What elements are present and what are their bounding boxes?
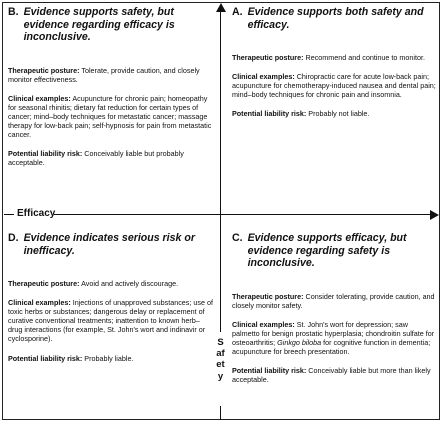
risk-text: Conceivably liable but more than likely acceptable. (232, 366, 431, 385)
quadrant-b-examples (8, 94, 214, 139)
quadrant-d-letter: D. (8, 232, 19, 244)
quadrant-b (8, 6, 214, 177)
quadrant-d (8, 232, 214, 373)
quadrant-a-heading: Evidence supports both safety and efficacy. (247, 6, 424, 31)
quadrant-b-title (8, 6, 214, 44)
posture-text: Consider tolerating, provide caution, and closely monitor safety. (232, 291, 435, 310)
posture-label: Therapeutic posture: (8, 279, 80, 288)
risk-label: Potential liability risk: (232, 366, 307, 376)
posture-text: Tolerate, provide caution, and closely monitor effectiveness. (8, 65, 200, 84)
examples-text-pre: St. John's wort for depression; saw palmetto for benign prostatic hyperplasia; chondroitin sulfate for osteoarthritis; (232, 319, 435, 347)
quadrant-c-heading: Evidence supports efficacy, but evidence regarding safety is inconclusive. (247, 232, 407, 269)
quadrant-a-title (232, 6, 436, 31)
quadrant-a-posture (232, 53, 436, 62)
quadrant-d-heading: Evidence indicates serious risk or inefficacy. (23, 232, 195, 257)
risk-text: Probably liable. (84, 353, 134, 363)
quadrant-c-risk (232, 366, 436, 384)
efficacy-axis-label: Efficacy (17, 208, 56, 219)
quadrant-c-posture (232, 292, 436, 310)
posture-label: Therapeutic posture: (232, 53, 304, 62)
examples-text-post: for cognitive function in dementia; acupuncture for breech presentation. (232, 337, 431, 356)
examples-italic-term: Ginkgo biloba (277, 337, 322, 347)
examples-label: Clinical examples: (8, 298, 71, 308)
risk-label: Potential liability risk: (8, 353, 83, 363)
quadrant-a-risk (232, 109, 436, 118)
examples-text: Chiropractic care for acute low-back pain; acupuncture for chemotherapy-induced nausea and dental pain; mind–body techniques for chronic pain and insomnia. (232, 72, 436, 100)
safety-axis-line (220, 12, 221, 332)
quadrant-d-title (8, 232, 214, 257)
efficacy-arrow-icon (430, 210, 439, 220)
quadrant-c-title (232, 232, 436, 270)
posture-text: Avoid and actively discourage. (81, 279, 179, 288)
efficacy-axis-line (54, 214, 432, 215)
quadrant-d-examples (8, 298, 214, 343)
examples-label: Clinical examples: (232, 72, 295, 82)
quadrant-b-posture (8, 66, 214, 84)
examples-text: Acupuncture for chronic pain; homeopathy for seasonal rhinitis; dietary fat reduction for certain types of cancer; mind–body techniques for metastatic cancer; massage therapy for low-back pain; self-hypnosis for pain from metastatic cancer. (8, 93, 212, 140)
safety-axis-label: Safety (216, 337, 225, 382)
safety-axis-line-bottom (220, 406, 221, 420)
examples-text: Injections of unapproved substances; use of toxic herbs or substances; dangerous delay or replacement of curative conventional treatments; inattention to known herb–drug interactions (for example, St. John's wort and indinavir or cyclosporine). (8, 298, 213, 344)
quadrant-d-posture (8, 279, 214, 288)
examples-label: Clinical examples: (8, 93, 71, 103)
quadrant-c (232, 232, 436, 394)
efficacy-axis-line-left (4, 214, 14, 215)
quadrant-d-risk (8, 354, 214, 363)
quadrant-c-letter: C. (232, 232, 243, 244)
quadrant-b-letter: B. (8, 6, 19, 18)
posture-label: Therapeutic posture: (8, 65, 80, 75)
quadrant-a (232, 6, 436, 128)
risk-text: Conceivably liable but probably acceptable. (8, 149, 184, 168)
quadrant-a-examples (232, 72, 436, 99)
risk-label: Potential liability risk: (8, 149, 83, 159)
quadrant-c-examples (232, 320, 436, 356)
risk-label: Potential liability risk: (232, 109, 307, 119)
quadrant-b-heading: Evidence supports safety, but evidence regarding efficacy is inconclusive. (23, 6, 175, 43)
posture-label: Therapeutic posture: (232, 291, 304, 301)
risk-text: Probably not liable. (308, 109, 370, 119)
examples-label: Clinical examples: (232, 319, 295, 329)
quadrant-a-letter: A. (232, 6, 243, 18)
posture-text: Recommend and continue to monitor. (305, 53, 425, 62)
quadrant-b-risk (8, 149, 214, 167)
safety-arrow-icon (216, 3, 226, 12)
